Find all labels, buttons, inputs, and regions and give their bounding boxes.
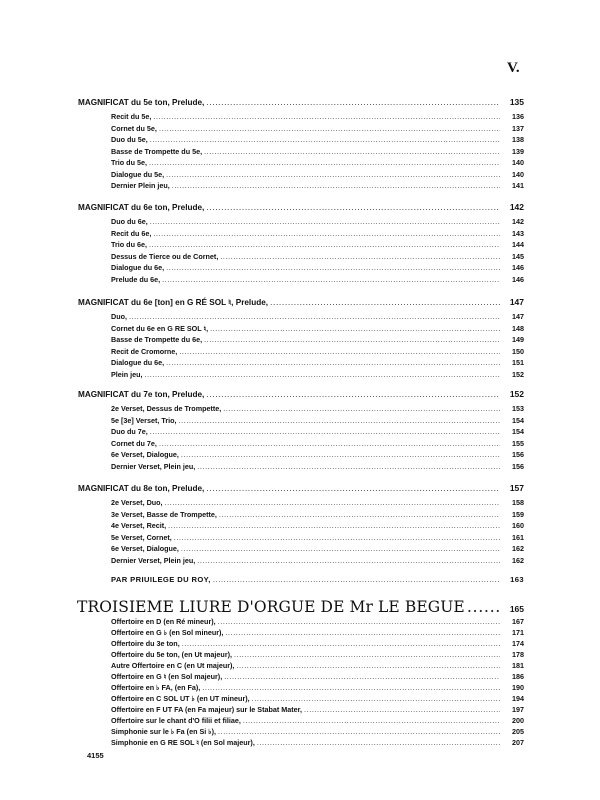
toc-entry-label: Plein jeu, (111, 369, 143, 379)
book-entry (111, 737, 524, 748)
section-heading (78, 201, 524, 213)
toc-entry (111, 520, 524, 531)
toc-entry-page: 138 (512, 135, 524, 144)
book-entry-label: Offertoire du 3e ton, (111, 639, 180, 648)
toc-entry-label: Basse de Trompette du 6e, (111, 335, 203, 344)
book-entry (111, 671, 524, 682)
toc-entry-label: 5e Verset, Cornet, (111, 532, 172, 542)
toc-entry-page: 154 (512, 415, 524, 425)
section-heading (78, 482, 524, 494)
dot-leader (172, 180, 500, 191)
dot-leader (206, 201, 500, 213)
book-entry-label: Simphonie sur le ♭ Fa (en Si ♭), (111, 727, 217, 736)
toc-entry-page: 156 (512, 461, 524, 471)
dot-leader (159, 438, 500, 449)
dot-leader (223, 403, 500, 414)
dot-leader (219, 509, 500, 520)
toc-entry-label: Trio du 5e, (111, 158, 147, 167)
toc-entry-label: Recit du 6e, (111, 228, 152, 238)
dot-leader (210, 323, 500, 334)
toc-entry-label: Duo du 7e, (111, 427, 148, 436)
toc-entry-page: 159 (512, 509, 524, 519)
book-entry-page: 186 (512, 672, 524, 681)
toc-entry (111, 216, 524, 227)
toc-entry-label: 6e Verset, Dialogue, (111, 544, 179, 553)
dot-leader (467, 597, 500, 616)
book-entry-page: 167 (512, 617, 524, 626)
toc-entry-page: 136 (512, 112, 524, 121)
toc-entry-page: 141 (512, 181, 524, 190)
book-entry-label: Autre Offertoire en C (en Ut majeur), (111, 661, 235, 670)
section-heading-label: MAGNIFICAT du 6e [ton] en G RÉ SOL ♮, Prelude, (78, 298, 269, 307)
toc-entry (111, 134, 524, 145)
toc-entry (111, 449, 524, 460)
section-heading-page: 152 (509, 389, 524, 399)
toc-entry (111, 262, 524, 273)
dot-leader (204, 334, 500, 345)
book-entry (111, 638, 524, 649)
dot-leader (270, 296, 500, 308)
section-heading-label: MAGNIFICAT du 5e ton, Prelude, (78, 98, 205, 107)
dot-leader (162, 274, 500, 285)
toc-entry (111, 509, 524, 520)
dot-leader (206, 482, 500, 494)
dot-leader (197, 461, 500, 472)
book-entry (111, 660, 524, 671)
dot-leader (234, 649, 500, 660)
toc-entry (111, 228, 524, 239)
section-heading-label: MAGNIFICAT du 8e ton, Prelude, (78, 484, 205, 493)
toc-entry (111, 180, 524, 191)
book-entry-label: Offertoire sur le chant d'O filii et filiae, (111, 716, 241, 725)
book-entry-page: 174 (512, 639, 524, 648)
dot-leader (165, 497, 500, 508)
book-entry (111, 715, 524, 726)
dot-leader (182, 638, 500, 649)
dot-leader (181, 543, 500, 554)
toc-entry-page: 139 (512, 146, 524, 156)
section-heading-page: 142 (509, 202, 524, 212)
toc-entry-label: Cornet du 7e, (111, 438, 157, 448)
book-title-line (77, 597, 524, 616)
toc-entry-page: 137 (512, 123, 524, 133)
dot-leader (174, 532, 500, 543)
toc-entry-page: 155 (512, 438, 524, 448)
section-heading-label: MAGNIFICAT du 6e ton, Prelude, (78, 203, 205, 212)
toc-entry (111, 323, 524, 334)
toc-entry (111, 334, 524, 345)
dot-leader (149, 157, 500, 168)
book-entry-label: Offertoire du 5e ton, (en Ut majeur), (111, 650, 233, 659)
dot-leader (181, 449, 500, 460)
toc-entry-page: 140 (512, 158, 524, 167)
dot-leader (149, 239, 500, 250)
book-entry-page: 200 (512, 716, 524, 725)
dot-leader (236, 660, 500, 671)
toc-entry (111, 497, 524, 508)
toc-entry (111, 543, 524, 554)
toc-entry (111, 403, 524, 414)
book-entry (111, 627, 524, 638)
toc-entry-label: Dialogue du 5e, (111, 169, 165, 179)
privilege-page: 163 (510, 575, 524, 584)
toc-entry (111, 169, 524, 180)
toc-entry (111, 123, 524, 134)
toc-entry-label: 3e Verset, Basse de Trompette, (111, 509, 217, 519)
toc-entry-label: Cornet du 6e en G RE SOL ♮, (111, 323, 209, 333)
dot-leader (150, 134, 500, 145)
toc-entry (111, 346, 524, 357)
toc-entry-page: 156 (512, 450, 524, 459)
dot-leader (159, 123, 500, 134)
toc-entry-label: Duo du 6e, (111, 217, 148, 226)
toc-entry-page: 144 (512, 240, 524, 249)
toc-entry-label: Recit du 5e, (111, 112, 152, 121)
privilege-line (111, 575, 524, 584)
dot-leader (129, 311, 500, 322)
toc-entry (111, 415, 524, 426)
footer-plate-number: 4155 (87, 751, 104, 760)
book-entry-page: 207 (512, 738, 524, 747)
toc-entry (111, 555, 524, 566)
toc-entry (111, 146, 524, 157)
toc-entry (111, 311, 524, 322)
book-entry-page: 181 (512, 661, 524, 670)
toc-entry-page: 162 (512, 544, 524, 553)
section-heading (78, 96, 524, 108)
toc-entry-page: 158 (512, 498, 524, 507)
book-title: TROISIEME LIURE D'ORGUE DE Mr LE BEGUE (77, 598, 465, 616)
book-entry (111, 693, 524, 704)
dot-leader (243, 715, 500, 726)
toc-entry-label: Dernier Verset, Plein jeu, (111, 555, 196, 565)
dot-leader (218, 616, 500, 627)
dot-leader (206, 96, 500, 108)
book-entry-label: Offertoire en C SOL UT ♭ (en UT mineur), (111, 694, 250, 703)
dot-leader (150, 426, 500, 437)
toc-entry-label: 2e Verset, Duo, (111, 498, 163, 507)
dot-leader (218, 726, 500, 737)
toc-entry-page: 149 (512, 335, 524, 344)
toc-entry-label: Trio du 6e, (111, 240, 147, 249)
toc-entry-label: 4e Verset, Recit, (111, 521, 167, 530)
toc-entry (111, 251, 524, 262)
toc-entry-label: Duo du 5e, (111, 135, 148, 144)
toc-entry (111, 438, 524, 449)
book-entry-label: Offertoire en ♭ FA, (en Fa), (111, 683, 201, 692)
toc-entry (111, 461, 524, 472)
toc-entry (111, 426, 524, 437)
toc-entry-page: 162 (512, 555, 524, 565)
dot-leader (166, 357, 500, 368)
book-title-page: 165 (509, 604, 524, 614)
section-heading-page: 157 (509, 483, 524, 493)
book-entry (111, 649, 524, 660)
toc-entry (111, 157, 524, 168)
toc-entry-page: 150 (512, 346, 524, 356)
toc-entry (111, 111, 524, 122)
dot-leader (166, 262, 500, 273)
book-entry-label: Simphonie en G RE SOL ♮ (en Sol majeur), (111, 738, 255, 747)
dot-leader (166, 169, 500, 180)
toc-entry-label: Duo, (111, 312, 127, 321)
toc-entry-page: 148 (512, 323, 524, 333)
toc-entry-page: 145 (512, 251, 524, 261)
toc-entry-page: 152 (512, 369, 524, 379)
toc-entry (111, 274, 524, 285)
book-entry-label: Offertoire en D (en Ré mineur), (111, 617, 216, 626)
toc-entry (111, 532, 524, 543)
dot-leader (145, 369, 500, 380)
dot-leader (204, 146, 500, 157)
dot-leader (213, 575, 500, 584)
toc-entry-label: 6e Verset, Dialogue, (111, 450, 179, 459)
toc-entry-page: 143 (512, 228, 524, 238)
dot-leader (179, 346, 500, 357)
dot-leader (153, 228, 500, 239)
book-entry (111, 726, 524, 737)
toc-entry-label: Dernier Plein jeu, (111, 181, 170, 190)
book-entry-page: 197 (512, 705, 524, 714)
toc-entry-label: Dialogue du 6e, (111, 263, 165, 272)
dot-leader (252, 693, 500, 704)
book-entry-page: 171 (512, 628, 524, 637)
dot-leader (225, 627, 500, 638)
toc-entry-label: Dialogue du 6e, (111, 358, 165, 367)
toc-entry-page: 154 (512, 427, 524, 436)
toc-entry-label: 5e [3e] Verset, Trio, (111, 415, 177, 425)
toc-entry-label: Dessus de Tierce ou de Cornet, (111, 251, 219, 261)
book-entry-label: Offertoire en F UT FA (en Fa majeur) sur le Stabat Mater, (111, 705, 303, 714)
toc-entry-label: Basse de Trompette du 5e, (111, 146, 203, 156)
toc-entry-label: 2e Verset, Dessus de Trompette, (111, 404, 222, 413)
toc-entry (111, 239, 524, 250)
dot-leader (197, 555, 500, 566)
toc-entry-page: 160 (512, 521, 524, 530)
toc-entry-page: 142 (512, 217, 524, 226)
section-heading-page: 135 (509, 97, 524, 107)
book-entry-page: 205 (512, 727, 524, 736)
book-entry (111, 682, 524, 693)
dot-leader (202, 682, 500, 693)
book-entry-page: 178 (512, 650, 524, 659)
section-heading-label: MAGNIFICAT du 7e ton, Prelude, (78, 390, 205, 399)
toc-entry-label: Prelude du 6e, (111, 274, 161, 284)
toc-entry-label: Recit de Cromorne, (111, 346, 178, 356)
toc-entry-page: 161 (512, 532, 524, 542)
book-entry-label: Offertoire en G ♮ (en Sol majeur), (111, 672, 223, 681)
book-entry (111, 704, 524, 715)
dot-leader (220, 251, 500, 262)
toc-entry-page: 146 (512, 263, 524, 272)
dot-leader (206, 388, 500, 400)
dot-leader (257, 737, 500, 748)
dot-leader (224, 671, 500, 682)
privilege-label: PAR PRIUILEGE DU ROY, (111, 575, 211, 584)
toc-entry-page: 147 (512, 312, 524, 321)
toc-entry-page: 153 (512, 404, 524, 413)
dot-leader (168, 520, 500, 531)
toc-entry-label: Cornet du 5e, (111, 123, 157, 133)
dot-leader (304, 704, 500, 715)
toc-entry (111, 369, 524, 380)
toc-entry-page: 140 (512, 169, 524, 179)
dot-leader (153, 111, 500, 122)
dot-leader (150, 216, 500, 227)
toc-entry-page: 146 (512, 274, 524, 284)
book-entry-page: 190 (512, 683, 524, 692)
book-entry-page: 194 (512, 694, 524, 703)
page-number: V. (507, 60, 520, 76)
dot-leader (179, 415, 500, 426)
section-heading (78, 388, 524, 400)
toc-entry (111, 357, 524, 368)
section-heading (78, 296, 524, 308)
book-entry-label: Offertoire en G ♭ (en Sol mineur), (111, 628, 224, 637)
book-entry (111, 616, 524, 627)
toc-entry-page: 151 (512, 358, 524, 367)
section-heading-page: 147 (509, 297, 524, 307)
toc-entry-label: Dernier Verset, Plein jeu, (111, 461, 196, 471)
